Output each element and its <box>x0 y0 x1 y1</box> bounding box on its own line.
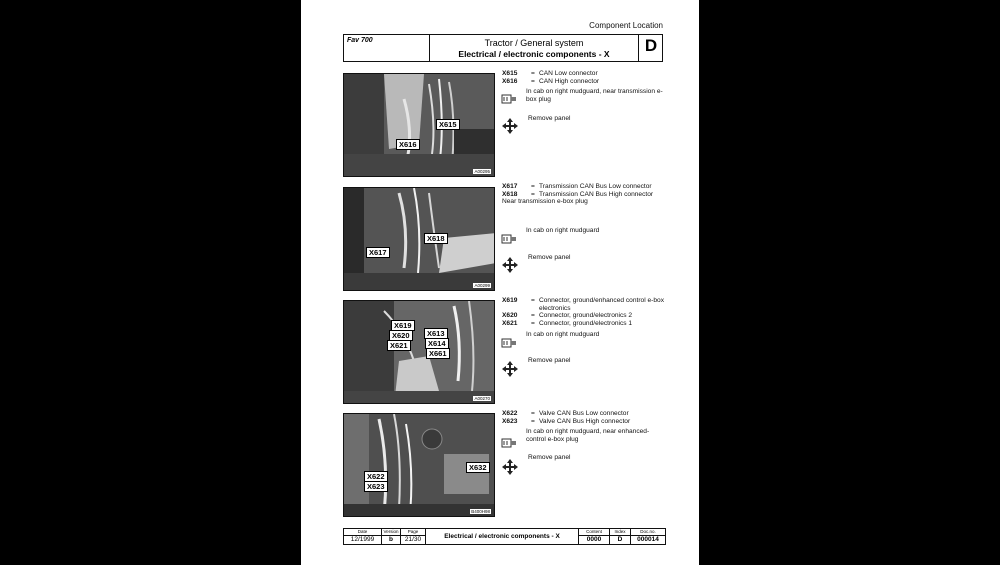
component-code: X615 <box>502 70 518 77</box>
photo-illustration <box>344 74 495 177</box>
page-heading: Component Location <box>589 21 663 30</box>
component-item <box>502 191 672 199</box>
component-item <box>502 183 672 191</box>
action-text: Remove panel <box>528 357 571 364</box>
callout-label: X616 <box>396 139 420 150</box>
remove-arrows-icon <box>501 458 519 476</box>
component-list <box>502 410 672 425</box>
component-photo <box>343 413 495 517</box>
remove-arrows-icon <box>501 117 519 135</box>
callout-label: X614 <box>425 338 449 349</box>
equals-sign: = <box>531 183 535 190</box>
footer-label: Date <box>344 529 381 536</box>
component-desc: Connector, ground/electronics 1 <box>539 319 633 327</box>
component-item <box>502 410 672 418</box>
callout-label: X615 <box>436 119 460 130</box>
component-desc: CAN Low connector <box>539 70 598 77</box>
equals-sign: = <box>531 417 535 425</box>
photo-reference: A00295 <box>474 169 490 174</box>
footer-date-cell <box>344 529 382 544</box>
photo-illustration <box>344 301 495 404</box>
footer-title-cell <box>426 529 579 544</box>
equals-sign: = <box>531 297 535 304</box>
component-list <box>502 297 672 327</box>
footer-page: 21/30 <box>404 536 422 543</box>
callout-label: X632 <box>466 462 490 473</box>
footer-label: Version <box>383 529 399 534</box>
component-code: X617 <box>502 183 518 190</box>
footer-label: Page <box>401 529 425 536</box>
component-code: X622 <box>502 410 518 417</box>
action-text: Remove panel <box>528 254 571 261</box>
equals-sign: = <box>531 70 535 77</box>
footer-index-cell <box>610 529 631 544</box>
footer-docno-cell <box>631 529 665 544</box>
remove-arrows-icon <box>501 360 519 378</box>
page-footer <box>343 528 666 545</box>
callout-label: X617 <box>366 247 390 258</box>
manual-page <box>301 0 699 565</box>
callout-label: X618 <box>424 233 448 244</box>
photo-reference: A00299 <box>474 283 490 288</box>
header-model: Fav 700 <box>347 37 373 44</box>
component-code: X619 <box>502 297 518 304</box>
component-desc: Valve CAN Bus Low connector <box>539 410 629 417</box>
callout-label: X619 <box>391 320 415 331</box>
component-item <box>502 312 672 320</box>
equals-sign: = <box>531 312 535 320</box>
component-photo <box>343 187 495 291</box>
remove-arrows-icon <box>501 256 519 274</box>
header-subtitle: Electrical / electronic components - X <box>458 49 610 59</box>
component-desc: Transmission CAN Bus High connector <box>539 190 654 198</box>
footer-date: 12/1999 <box>350 536 375 543</box>
component-desc: Transmission CAN Bus Low connector <box>539 183 652 190</box>
component-list <box>502 70 672 85</box>
component-desc: Connector, ground/electronics 2 <box>539 312 633 320</box>
action-text: Remove panel <box>528 454 571 461</box>
component-item <box>502 297 672 312</box>
footer-index: D <box>617 536 623 543</box>
component-item <box>502 320 672 328</box>
connector-icon <box>501 437 517 449</box>
callout-label: X623 <box>364 481 388 492</box>
component-list <box>502 183 672 206</box>
footer-group: 0000 <box>586 536 602 543</box>
equals-sign: = <box>531 319 535 327</box>
component-code: X616 <box>502 77 518 85</box>
footer-label: Content <box>579 529 609 536</box>
note-text: Near transmission e-box plug <box>502 198 588 206</box>
callout-label: X613 <box>424 328 448 339</box>
footer-docno: 000014 <box>637 536 659 543</box>
location-text: In cab on right mudguard <box>526 331 600 338</box>
photo-illustration <box>344 188 495 291</box>
component-photo <box>343 73 495 177</box>
connector-icon <box>501 233 517 245</box>
header-title: Tractor / General system <box>484 38 584 48</box>
component-code: X621 <box>502 319 518 327</box>
photo-reference: B400H98 <box>471 509 490 514</box>
footer-page-cell <box>401 529 426 544</box>
location-text: In cab on right mudguard, near enhanced-control e-box plug <box>526 428 650 443</box>
footer-version: b <box>389 536 393 543</box>
footer-group-cell <box>579 529 610 544</box>
equals-sign: = <box>531 410 535 417</box>
footer-version-cell <box>382 529 401 544</box>
footer-label: Index <box>610 529 630 536</box>
component-desc: CAN High connector <box>539 77 600 85</box>
section-letter: D <box>644 36 658 55</box>
component-code: X620 <box>502 312 518 320</box>
component-code: X623 <box>502 417 518 425</box>
component-code: X618 <box>502 190 518 198</box>
equals-sign: = <box>531 77 535 85</box>
component-item <box>502 418 672 426</box>
callout-label: X620 <box>389 330 413 341</box>
footer-label: Doc.no. <box>631 529 665 536</box>
footer-title: Electrical / electronic components - X <box>444 533 560 540</box>
location-text: In cab on right mudguard <box>526 227 600 234</box>
callout-label: X661 <box>426 348 450 359</box>
photo-reference: A00270 <box>474 396 490 401</box>
component-desc: Connector, ground/enhanced control e-box electronics <box>539 297 665 312</box>
callout-label: X622 <box>364 471 388 482</box>
location-text: In cab on right mudguard, near transmission e-box plug <box>526 88 663 103</box>
component-photo <box>343 300 495 404</box>
equals-sign: = <box>531 190 535 198</box>
callout-label: X621 <box>387 340 411 351</box>
component-item <box>502 70 672 78</box>
component-desc: Valve CAN Bus High connector <box>539 417 631 425</box>
connector-icon <box>501 93 517 105</box>
component-item <box>502 78 672 86</box>
action-text: Remove panel <box>528 115 571 122</box>
header-box <box>343 34 663 62</box>
connector-icon <box>501 337 517 349</box>
